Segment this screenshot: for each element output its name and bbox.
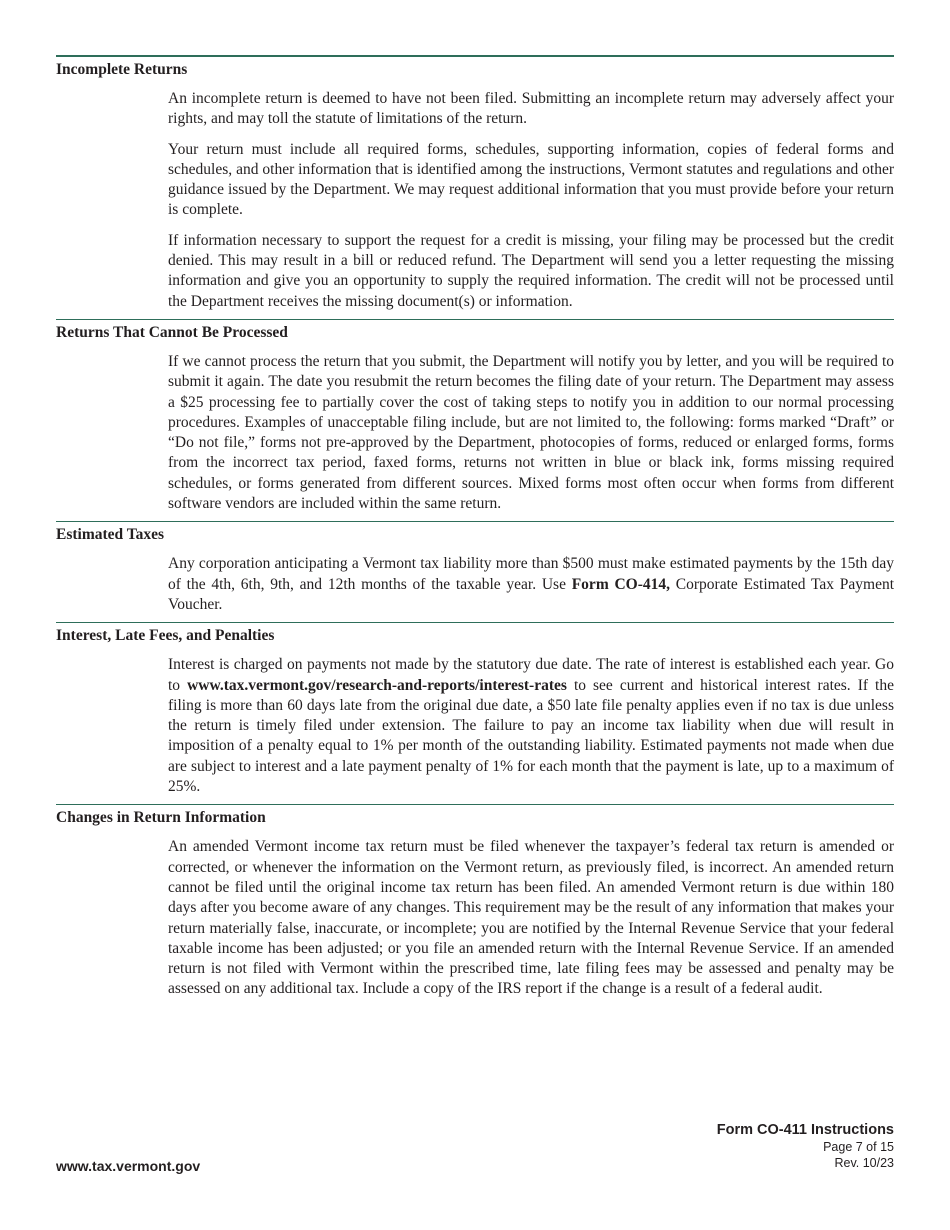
section-body [168, 554, 894, 615]
footer-form-title: Form CO-411 Instructions [716, 1122, 894, 1138]
paragraph-text: to see current and historical interest rates. If the filing is more than 60 days late from the original due date, a $50 late file penalty applies even if no tax is due unless the return is timely filed under extension. The failure to pay an income tax liability when due will result in imposition of a penalty equal to 1% per month of the outstanding liability. Estimated payments not made when due are subject to interest and a late payment penalty of 1% for each month that the payment is late, up to a maximum of 25%. [168, 676, 894, 796]
section-title: Incomplete Returns [56, 61, 188, 78]
paragraph: An amended Vermont income tax return must be filed whenever the taxpayer’s federal tax return is amended or corrected, or whenever the information on the Vermont return, as previously filed, is incorrect. An amended return cannot be filed until the original income tax return has been filed. An amended Vermont return is due within 180 days after you become aware of any changes. This requirement may be the result of any information that makes your return materially false, inaccurate, or incomplete; you are notified by the Internal Revenue Service that your federal taxable income has been adjusted; or you file an amended return with the Internal Revenue Service. If an amended return is not filed with Vermont within the prescribed time, late filing fees may be assessed and penalty may be assessed on any additional tax. Include a copy of the IRS report if the change is a result of a federal audit. [168, 838, 894, 998]
section-changes-in-return-information [56, 804, 894, 999]
document-body [56, 55, 894, 1007]
section-body [168, 89, 894, 312]
form-reference: Form CO-414, [571, 575, 671, 593]
footer-page-number: Page 7 of 15 [823, 1140, 894, 1154]
section-title: Interest, Late Fees, and Penalties [56, 627, 275, 645]
section-title: Returns That Cannot Be Processed [56, 323, 288, 341]
section-body [168, 655, 894, 797]
paragraph: If we cannot process the return that you submit, the Department will notify you by letter, and you will be required to submit it again. The date you resubmit the return becomes the filing date of your return. The Department may assess a $25 processing fee to partially cover the cost of taking steps to notify you in addition to our normal processing procedures. Examples of unacceptable filing include, but are not limited to, the following: forms marked “Draft” or “Do not file,” forms not pre-approved by the Department, photocopies of forms, reduced or enlarged forms, forms from the incorrect tax period, faxed forms, returns not written in blue or black ink, forms missing required schedules, or forms generated from different sources. Mixed forms most often occur when forms from different software vendors are included within the same return. [168, 352, 894, 513]
section-estimated-taxes [56, 521, 894, 615]
section-body [168, 837, 894, 999]
paragraph: Your return must include all required forms, schedules, supporting information, copies of federal forms and schedules, and other information that is identified among the instructions, Vermont statutes and regulations and other guidance issued by the Department. We may request additional information that you must provide before your return is complete. [168, 140, 894, 219]
paragraph-text: Corporate Estimated Tax Payment Voucher. [168, 575, 894, 613]
section-body [168, 352, 894, 514]
section-returns-cannot-be-processed [56, 319, 894, 514]
paragraph: An incomplete return is deemed to have not been filed. Submitting an incomplete return may adversely affect your rights, and may toll the statute of limitations of the return. [168, 90, 894, 128]
paragraph-text: Interest is charged on payments not made by the statutory due date. The rate of interest is established each year. Go to [168, 656, 894, 694]
section-interest-late-fees-penalties [56, 622, 894, 797]
footer-revision: Rev. 10/23 [834, 1156, 894, 1170]
paragraph [168, 655, 894, 797]
section-title: Estimated Taxes [56, 526, 165, 544]
section-title: Changes in Return Information [56, 809, 266, 827]
paragraph: If information necessary to support the request for a credit is missing, your filing may be processed but the credit denied. This may result in a bill or reduced refund. The Department will send you a letter requesting the missing information and give you an opportunity to supply the required information. The credit will not be processed until the Department receives the missing document(s) or information. [168, 231, 894, 310]
paragraph [168, 554, 894, 615]
interest-rates-link[interactable]: www.tax.vermont.gov/research-and-reports/interest-rates [187, 676, 567, 694]
section-incomplete-returns [56, 55, 894, 312]
footer-form-info [717, 1121, 894, 1171]
footer-website-link[interactable]: www.tax.vermont.gov [56, 1158, 201, 1174]
paragraph-text: Any corporation anticipating a Vermont tax liability more than $500 must make estimated payments by the 15th day of the 4th, 6th, 9th, and 12th months of the taxable year. Use [168, 555, 894, 593]
